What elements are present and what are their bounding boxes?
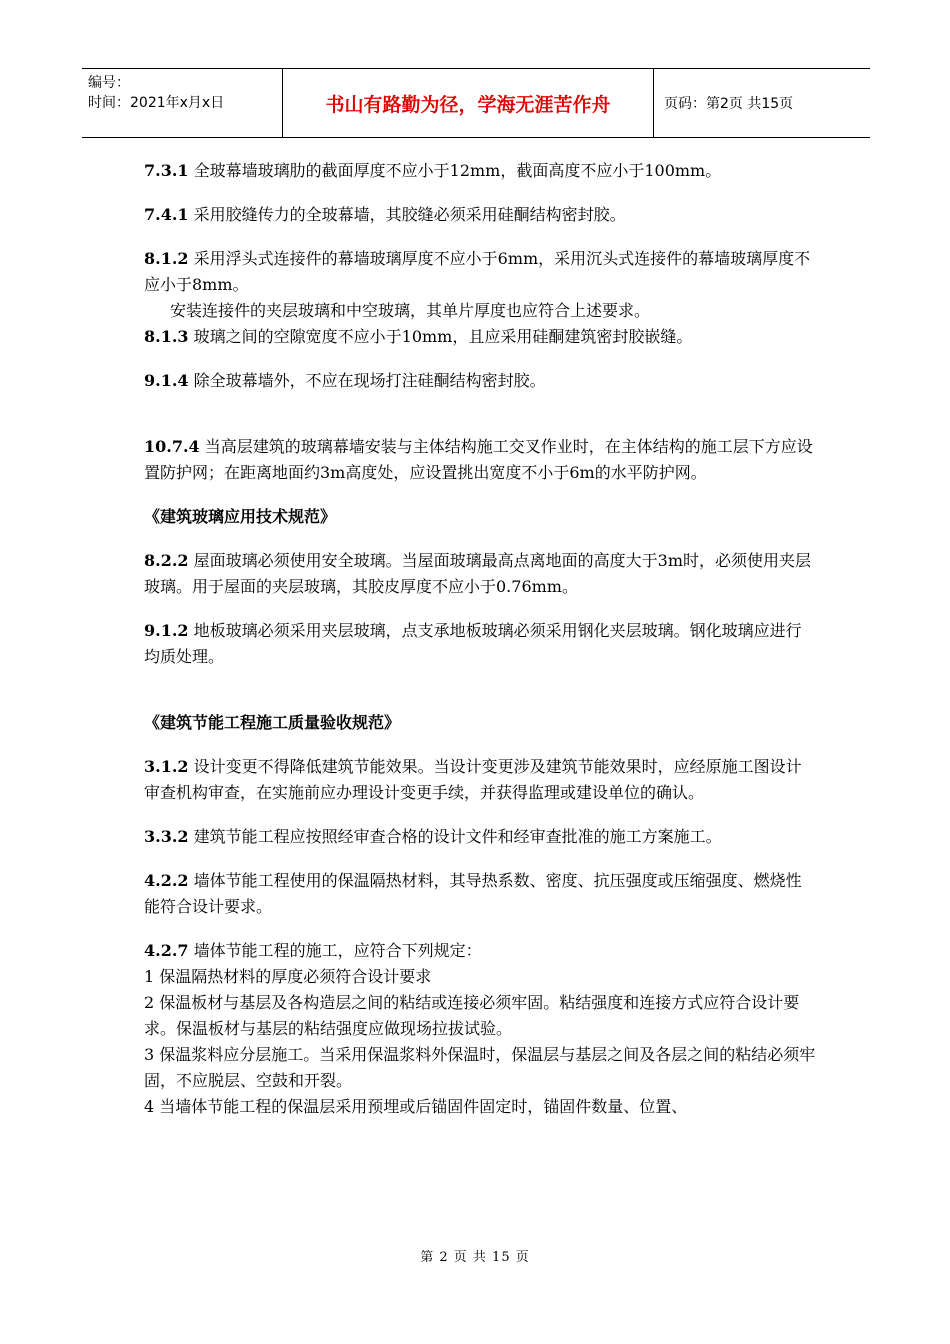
clause-text: 采用胶缝传力的全玻幕墙，其胶缝必须采用硅酮结构密封胶。 bbox=[188, 205, 626, 224]
paragraph bbox=[144, 158, 816, 184]
clause-text: 当高层建筑的玻璃幕墙安装与主体结构施工交叉作业时，在主体结构的施工层下方应设置防护网；在距离地面约3m高度处，应设置挑出宽度不小于6m的水平防护网。 bbox=[144, 437, 813, 482]
clause-number: 8.1.2 bbox=[144, 249, 189, 268]
clause-number: 7.3.1 bbox=[144, 161, 189, 180]
clause-text: 墙体节能工程使用的保温隔热材料，其导热系数、密度、抗压强度或压缩强度、燃烧性能符合设计要求。 bbox=[144, 871, 802, 916]
clause-number: 3.3.2 bbox=[144, 827, 189, 846]
page-footer: 第 2 页 共 15 页 bbox=[420, 1250, 530, 1265]
paragraph bbox=[144, 618, 816, 670]
paragraph bbox=[144, 368, 816, 394]
list-item: 1 保温隔热材料的厚度必须符合设计要求 bbox=[144, 967, 432, 986]
clause-text: 屋面玻璃必须使用安全玻璃。当屋面玻璃最高点离地面的高度大于3m时，必须使用夹层玻璃。用于屋面的夹层玻璃，其胶皮厚度不应小于0.76mm。 bbox=[144, 551, 811, 596]
clause-text: 建筑节能工程应按照经审查合格的设计文件和经审查批准的施工方案施工。 bbox=[188, 827, 722, 846]
section-title: 《建筑节能工程施工质量验收规范》 bbox=[144, 713, 401, 732]
page-header bbox=[82, 68, 870, 138]
paragraph bbox=[144, 868, 816, 920]
paragraph bbox=[144, 202, 816, 228]
header-number-label: 编号： bbox=[88, 75, 130, 91]
paragraph bbox=[144, 938, 816, 964]
clause-number: 9.1.2 bbox=[144, 621, 189, 640]
paragraph bbox=[144, 824, 816, 850]
clause-number: 3.1.2 bbox=[144, 757, 189, 776]
header-motto: 书山有路勤为径，学海无涯苦作舟 bbox=[282, 69, 654, 137]
header-page-code: 页码：第2页 共15页 bbox=[664, 96, 794, 112]
paragraph bbox=[144, 434, 816, 486]
clause-text: 墙体节能工程的施工，应符合下列规定： bbox=[188, 941, 482, 960]
clause-number: 10.7.4 bbox=[144, 437, 200, 456]
clause-text: 采用浮头式连接件的幕墙玻璃厚度不应小于6mm，采用沉头式连接件的幕墙玻璃厚度不应小于8mm。 bbox=[144, 249, 811, 294]
section-title: 《建筑玻璃应用技术规范》 bbox=[144, 507, 337, 526]
clause-number: 4.2.2 bbox=[144, 871, 189, 890]
paragraph bbox=[144, 754, 816, 806]
header-meta bbox=[82, 69, 282, 137]
clause-text: 安装连接件的夹层玻璃和中空玻璃，其单片厚度也应符合上述要求。 bbox=[170, 301, 651, 320]
clause-text: 地板玻璃必须采用夹层玻璃，点支承地板玻璃必须采用钢化夹层玻璃。钢化玻璃应进行均质处理。 bbox=[144, 621, 802, 666]
clause-text: 玻璃之间的空隙宽度不应小于10mm，且应采用硅酮建筑密封胶嵌缝。 bbox=[188, 327, 693, 346]
clause-number: 9.1.4 bbox=[144, 371, 189, 390]
clause-number: 4.2.7 bbox=[144, 941, 189, 960]
list-item: 2 保温板材与基层及各构造层之间的粘结或连接必须牢固。粘结强度和连接方式应符合设计要求。保温板材与基层的粘结强度应做现场拉拔试验。 bbox=[144, 993, 800, 1038]
list-item: 3 保温浆料应分层施工。当采用保温浆料外保温时，保温层与基层之间及各层之间的粘结必须牢固，不应脱层、空鼓和开裂。 bbox=[144, 1045, 816, 1090]
clause-text: 全玻幕墙玻璃肋的截面厚度不应小于12mm，截面高度不应小于100mm。 bbox=[188, 161, 722, 180]
paragraph bbox=[144, 548, 816, 600]
paragraph bbox=[144, 324, 816, 350]
clause-number: 7.4.1 bbox=[144, 205, 189, 224]
document-body bbox=[144, 158, 816, 1120]
paragraph bbox=[144, 246, 816, 298]
paragraph bbox=[144, 298, 816, 324]
clause-number: 8.2.2 bbox=[144, 551, 189, 570]
clause-text: 设计变更不得降低建筑节能效果。当设计变更涉及建筑节能效果时，应经原施工图设计审查机构审查，在实施前应办理设计变更手续，并获得监理或建设单位的确认。 bbox=[144, 757, 802, 802]
clause-text: 除全玻幕墙外，不应在现场打注硅酮结构密封胶。 bbox=[188, 371, 546, 390]
header-time-label: 时间：2021年x月x日 bbox=[88, 95, 225, 111]
list-item: 4 当墙体节能工程的保温层采用预埋或后锚固件固定时，锚固件数量、位置、 bbox=[144, 1097, 688, 1116]
clause-number: 8.1.3 bbox=[144, 327, 189, 346]
